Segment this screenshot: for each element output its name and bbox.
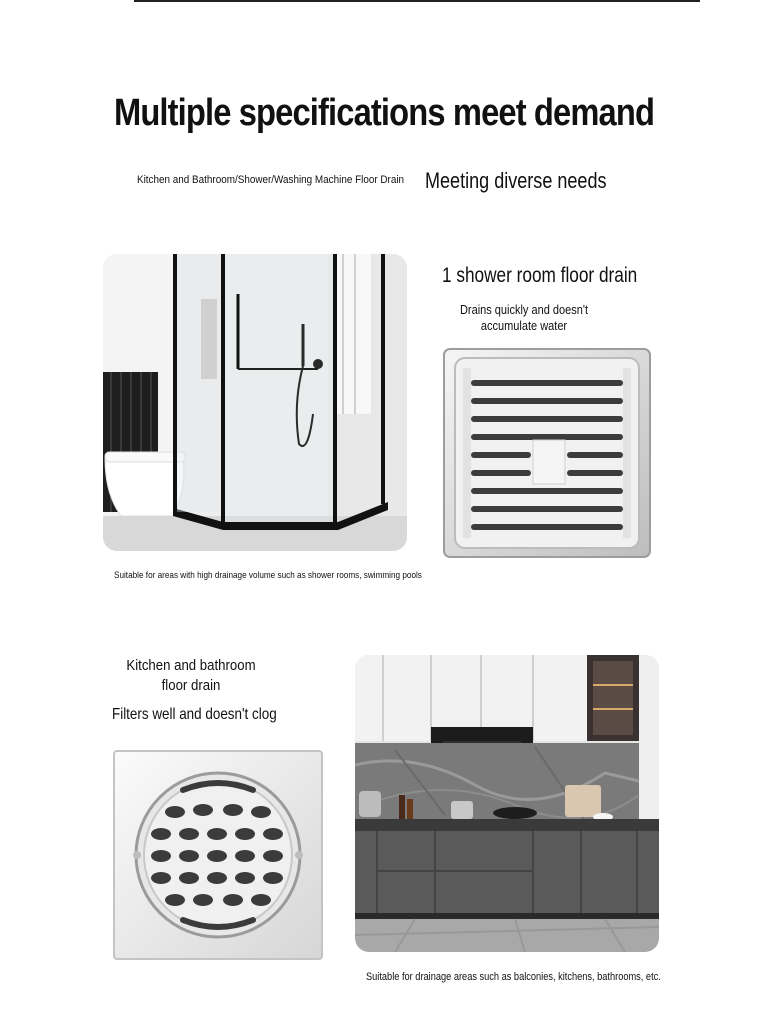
round-grate-drain-icon xyxy=(113,750,323,960)
subtitle-left: Kitchen and Bathroom/Shower/Washing Machine Floor Drain xyxy=(137,174,405,186)
kitchen-drain-caption: Suitable for drainage areas such as balconies, kitchens, bathrooms, etc. xyxy=(366,971,661,983)
page-headline: Multiple specifications meet demand xyxy=(113,92,655,134)
shower-drain-title: 1 shower room floor drain xyxy=(442,264,638,287)
top-divider xyxy=(134,0,700,2)
kitchen-drain-title: Kitchen and bathroom floor drain xyxy=(126,657,256,694)
shower-room-photo xyxy=(103,254,407,551)
shower-drain-feature: Drains quickly and doesn't accumulate water xyxy=(459,303,589,333)
kitchen-drain-feature: Filters well and doesn't clog xyxy=(112,706,277,723)
subtitle-right: Meeting diverse needs xyxy=(425,168,607,193)
square-slot-drain-icon xyxy=(443,348,651,558)
kitchen-photo xyxy=(355,655,659,952)
shower-drain-caption: Suitable for areas with high drainage volume such as shower rooms, swimming pools xyxy=(114,570,422,581)
